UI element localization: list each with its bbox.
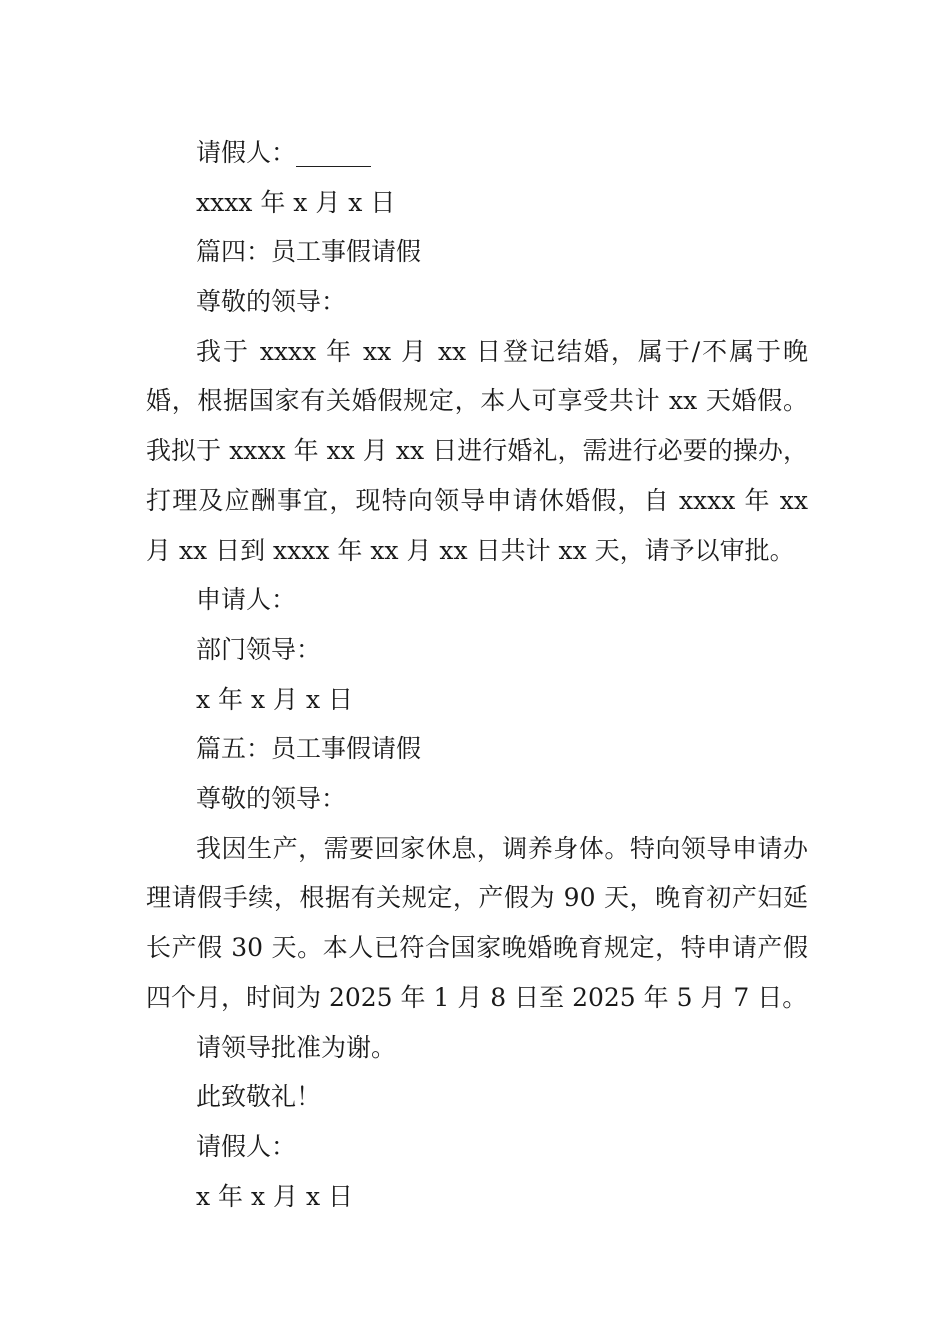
salutation: 尊敬的领导： — [196, 784, 347, 814]
document-body — [146, 128, 808, 1221]
maternity-leave-paragraph: 我因生产，需要回家休息，调养身体。特向领导申请办理请假手续，根据有关规定，产假为 90 天，晚育初产妇延长产假 30 天。本人已符合国家晚婚晚育规定，特申请产假四个月，时间为 2025 年 1 月 8 日至 2025 年 5 月 7 日。 — [146, 833, 808, 1012]
section-heading-four: 篇四：员工事假请假 — [196, 237, 422, 267]
department-leader-line: 部门领导： — [196, 634, 322, 664]
applicant-line: 申请人： — [196, 585, 297, 615]
applicant-line: 请假人： — [196, 1131, 297, 1161]
section-heading-five: 篇五：员工事假请假 — [196, 734, 422, 764]
applicant-signature-line: 请假人：______ — [196, 138, 372, 167]
regards-line: 此致敬礼！ — [196, 1082, 322, 1112]
date-line: x 年 x 月 x 日 — [196, 684, 354, 714]
date-line: x 年 x 月 x 日 — [196, 1181, 354, 1211]
date-line: xxxx 年 x 月 x 日 — [196, 187, 396, 217]
salutation: 尊敬的领导： — [196, 287, 347, 317]
marriage-leave-paragraph: 我于 xxxx 年 xx 月 xx 日登记结婚，属于/不属于晚婚，根据国家有关婚假规定，本人可享受共计 xx 天婚假。我拟于 xxxx 年 xx 月 xx 日进行婚礼，需进行必要的操办，打理及应酬事宜，现特向领导申请休婚假，自 xxxx 年 xx 月 xx 日到 xxxx 年 xx 月 xx 日共计 xx 天，请予以审批。 — [146, 336, 808, 565]
request-approval-line: 请领导批准为谢。 — [196, 1032, 397, 1062]
